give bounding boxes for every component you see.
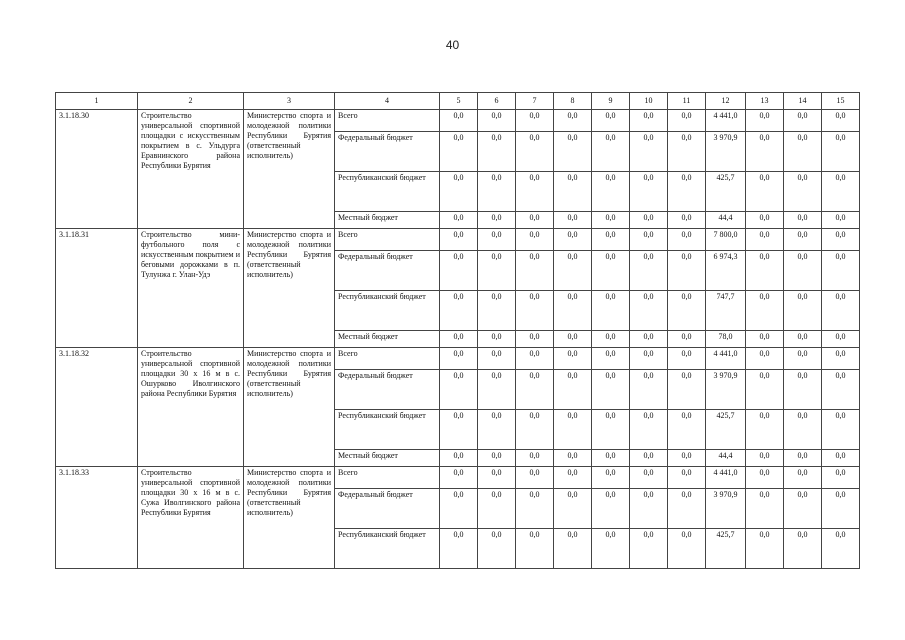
amount-cell: 0,0 [554, 529, 592, 569]
amount-cell: 0,0 [746, 229, 784, 251]
amount-cell: 0,0 [440, 467, 478, 489]
amount-cell: 0,0 [822, 132, 860, 172]
amount-cell: 0,0 [784, 450, 822, 467]
amount-cell: 0,0 [554, 410, 592, 450]
column-header: 8 [554, 93, 592, 110]
column-header: 7 [516, 93, 554, 110]
amount-cell: 44,4 [706, 212, 746, 229]
amount-cell: 0,0 [630, 370, 668, 410]
amount-cell: 0,0 [668, 251, 706, 291]
amount-cell: 0,0 [592, 331, 630, 348]
amount-cell: 0,0 [592, 251, 630, 291]
amount-cell: 3 970,9 [706, 370, 746, 410]
amount-cell: 0,0 [746, 110, 784, 132]
page-number: 40 [445, 38, 460, 52]
amount-cell: 0,0 [516, 172, 554, 212]
executor: Министерство спорта и молодежной политики Республики Бурятия (ответственный исполнитель) [244, 348, 335, 467]
amount-cell: 0,0 [516, 212, 554, 229]
amount-cell: 0,0 [516, 132, 554, 172]
amount-cell: 0,0 [630, 291, 668, 331]
column-header: 14 [784, 93, 822, 110]
executor: Министерство спорта и молодежной политики Республики Бурятия (ответственный исполнитель) [244, 229, 335, 348]
amount-cell: 3 970,9 [706, 489, 746, 529]
amount-cell: 0,0 [554, 370, 592, 410]
funding-source: Республиканский бюджет [335, 529, 440, 569]
amount-cell: 0,0 [630, 229, 668, 251]
amount-cell: 0,0 [784, 251, 822, 291]
amount-cell: 0,0 [478, 110, 516, 132]
amount-cell: 0,0 [554, 489, 592, 529]
budget-table [55, 92, 860, 569]
amount-cell: 0,0 [822, 489, 860, 529]
table-row [56, 467, 860, 489]
amount-cell: 0,0 [478, 370, 516, 410]
amount-cell: 0,0 [592, 348, 630, 370]
amount-cell: 0,0 [478, 348, 516, 370]
amount-cell: 0,0 [746, 331, 784, 348]
amount-cell: 0,0 [516, 467, 554, 489]
funding-source: Местный бюджет [335, 212, 440, 229]
amount-cell: 0,0 [784, 410, 822, 450]
amount-cell: 0,0 [516, 450, 554, 467]
amount-cell: 0,0 [554, 331, 592, 348]
amount-cell: 0,0 [478, 251, 516, 291]
amount-cell: 0,0 [784, 291, 822, 331]
amount-cell: 0,0 [746, 467, 784, 489]
funding-source: Федеральный бюджет [335, 251, 440, 291]
amount-cell: 0,0 [668, 229, 706, 251]
funding-source: Федеральный бюджет [335, 370, 440, 410]
funding-source: Республиканский бюджет [335, 410, 440, 450]
amount-cell: 0,0 [592, 529, 630, 569]
amount-cell: 0,0 [822, 467, 860, 489]
amount-cell: 0,0 [668, 331, 706, 348]
amount-cell: 0,0 [592, 291, 630, 331]
column-header: 2 [138, 93, 244, 110]
amount-cell: 0,0 [822, 370, 860, 410]
amount-cell: 0,0 [784, 132, 822, 172]
amount-cell: 0,0 [746, 291, 784, 331]
measure-code: 3.1.18.33 [56, 467, 138, 569]
amount-cell: 0,0 [440, 489, 478, 529]
funding-source: Всего [335, 110, 440, 132]
amount-cell: 0,0 [668, 212, 706, 229]
table-row [56, 348, 860, 370]
amount-cell: 0,0 [440, 370, 478, 410]
amount-cell: 4 441,0 [706, 467, 746, 489]
amount-cell: 425,7 [706, 529, 746, 569]
amount-cell: 0,0 [630, 529, 668, 569]
amount-cell: 0,0 [784, 212, 822, 229]
amount-cell: 0,0 [746, 370, 784, 410]
measure-name: Строительство мини-футбольного поля с искусственным покрытием и беговыми дорожками в п. Тулунжа г. Улан-Удэ [138, 229, 244, 348]
amount-cell: 0,0 [516, 529, 554, 569]
amount-cell: 0,0 [592, 110, 630, 132]
amount-cell: 0,0 [592, 489, 630, 529]
amount-cell: 78,0 [706, 331, 746, 348]
amount-cell: 0,0 [784, 489, 822, 529]
amount-cell: 0,0 [440, 450, 478, 467]
funding-source: Федеральный бюджет [335, 489, 440, 529]
amount-cell: 0,0 [554, 110, 592, 132]
amount-cell: 0,0 [822, 110, 860, 132]
amount-cell: 0,0 [668, 291, 706, 331]
amount-cell: 0,0 [668, 450, 706, 467]
amount-cell: 0,0 [630, 489, 668, 529]
amount-cell: 0,0 [630, 410, 668, 450]
funding-source: Республиканский бюджет [335, 172, 440, 212]
amount-cell: 0,0 [478, 331, 516, 348]
amount-cell: 0,0 [440, 132, 478, 172]
amount-cell: 0,0 [592, 132, 630, 172]
amount-cell: 0,0 [746, 489, 784, 529]
amount-cell: 0,0 [440, 229, 478, 251]
amount-cell: 0,0 [630, 212, 668, 229]
amount-cell: 0,0 [440, 529, 478, 569]
amount-cell: 0,0 [668, 172, 706, 212]
amount-cell: 0,0 [440, 410, 478, 450]
amount-cell: 0,0 [784, 229, 822, 251]
amount-cell: 0,0 [784, 331, 822, 348]
table-row [56, 110, 860, 132]
amount-cell: 0,0 [440, 291, 478, 331]
amount-cell: 0,0 [592, 467, 630, 489]
amount-cell: 0,0 [668, 410, 706, 450]
amount-cell: 0,0 [440, 348, 478, 370]
amount-cell: 0,0 [554, 251, 592, 291]
amount-cell: 0,0 [668, 348, 706, 370]
amount-cell: 0,0 [746, 450, 784, 467]
column-header: 13 [746, 93, 784, 110]
amount-cell: 0,0 [822, 331, 860, 348]
amount-cell: 0,0 [822, 172, 860, 212]
amount-cell: 0,0 [746, 172, 784, 212]
amount-cell: 0,0 [630, 110, 668, 132]
amount-cell: 0,0 [822, 410, 860, 450]
executor: Министерство спорта и молодежной политики Республики Бурятия (ответственный исполнитель) [244, 110, 335, 229]
amount-cell: 0,0 [822, 212, 860, 229]
amount-cell: 4 441,0 [706, 110, 746, 132]
amount-cell: 0,0 [440, 331, 478, 348]
column-header: 12 [706, 93, 746, 110]
amount-cell: 0,0 [784, 370, 822, 410]
table-row [56, 229, 860, 251]
column-header: 11 [668, 93, 706, 110]
amount-cell: 0,0 [630, 172, 668, 212]
amount-cell: 0,0 [478, 467, 516, 489]
amount-cell: 0,0 [630, 450, 668, 467]
funding-source: Всего [335, 348, 440, 370]
amount-cell: 0,0 [592, 212, 630, 229]
amount-cell: 0,0 [746, 410, 784, 450]
amount-cell: 0,0 [784, 467, 822, 489]
amount-cell: 0,0 [554, 291, 592, 331]
amount-cell: 0,0 [822, 348, 860, 370]
amount-cell: 4 441,0 [706, 348, 746, 370]
measure-code: 3.1.18.32 [56, 348, 138, 467]
amount-cell: 44,4 [706, 450, 746, 467]
funding-source: Всего [335, 229, 440, 251]
amount-cell: 6 974,3 [706, 251, 746, 291]
amount-cell: 0,0 [592, 172, 630, 212]
amount-cell: 0,0 [478, 410, 516, 450]
amount-cell: 0,0 [554, 172, 592, 212]
amount-cell: 0,0 [592, 410, 630, 450]
amount-cell: 0,0 [746, 348, 784, 370]
column-header: 5 [440, 93, 478, 110]
header-row [56, 93, 860, 110]
amount-cell: 0,0 [478, 489, 516, 529]
amount-cell: 0,0 [516, 110, 554, 132]
amount-cell: 0,0 [554, 450, 592, 467]
column-header: 10 [630, 93, 668, 110]
amount-cell: 0,0 [478, 291, 516, 331]
amount-cell: 0,0 [746, 212, 784, 229]
funding-source: Всего [335, 467, 440, 489]
amount-cell: 0,0 [440, 251, 478, 291]
amount-cell: 0,0 [630, 467, 668, 489]
amount-cell: 0,0 [822, 229, 860, 251]
amount-cell: 0,0 [746, 251, 784, 291]
amount-cell: 0,0 [668, 489, 706, 529]
column-header: 1 [56, 93, 138, 110]
amount-cell: 0,0 [822, 251, 860, 291]
amount-cell: 0,0 [630, 348, 668, 370]
amount-cell: 0,0 [784, 348, 822, 370]
funding-source: Местный бюджет [335, 450, 440, 467]
amount-cell: 0,0 [668, 110, 706, 132]
amount-cell: 0,0 [478, 229, 516, 251]
amount-cell: 0,0 [592, 450, 630, 467]
amount-cell: 0,0 [440, 110, 478, 132]
amount-cell: 0,0 [478, 529, 516, 569]
amount-cell: 0,0 [554, 212, 592, 229]
amount-cell: 0,0 [822, 529, 860, 569]
amount-cell: 0,0 [478, 172, 516, 212]
amount-cell: 0,0 [516, 291, 554, 331]
amount-cell: 7 800,0 [706, 229, 746, 251]
column-header: 4 [335, 93, 440, 110]
amount-cell: 0,0 [516, 489, 554, 529]
amount-cell: 0,0 [746, 132, 784, 172]
amount-cell: 0,0 [440, 212, 478, 229]
measure-name: Строительство универсальной спортивной площадки 30 х 16 м в с. Сужа Иволгинского района Республики Бурятия [138, 467, 244, 569]
column-header: 6 [478, 93, 516, 110]
amount-cell: 0,0 [668, 132, 706, 172]
executor: Министерство спорта и молодежной политики Республики Бурятия (ответственный исполнитель) [244, 467, 335, 569]
amount-cell: 0,0 [668, 529, 706, 569]
funding-source: Федеральный бюджет [335, 132, 440, 172]
amount-cell: 0,0 [630, 132, 668, 172]
amount-cell: 0,0 [478, 212, 516, 229]
amount-cell: 0,0 [784, 172, 822, 212]
amount-cell: 0,0 [554, 348, 592, 370]
amount-cell: 3 970,9 [706, 132, 746, 172]
amount-cell: 0,0 [784, 110, 822, 132]
amount-cell: 0,0 [554, 229, 592, 251]
amount-cell: 0,0 [668, 467, 706, 489]
amount-cell: 0,0 [440, 172, 478, 212]
amount-cell: 0,0 [746, 529, 784, 569]
amount-cell: 0,0 [478, 132, 516, 172]
funding-source: Местный бюджет [335, 331, 440, 348]
amount-cell: 0,0 [822, 291, 860, 331]
amount-cell: 0,0 [630, 331, 668, 348]
amount-cell: 425,7 [706, 172, 746, 212]
amount-cell: 0,0 [592, 229, 630, 251]
amount-cell: 747,7 [706, 291, 746, 331]
amount-cell: 0,0 [516, 251, 554, 291]
measure-code: 3.1.18.30 [56, 110, 138, 229]
measure-name: Строительство универсальной спортивной площадки с искусственным покрытием в с. Ульдурга Еравнинского района Республики Бурятия [138, 110, 244, 229]
amount-cell: 0,0 [630, 251, 668, 291]
amount-cell: 0,0 [668, 370, 706, 410]
amount-cell: 0,0 [554, 467, 592, 489]
amount-cell: 0,0 [516, 370, 554, 410]
amount-cell: 0,0 [784, 529, 822, 569]
column-header: 9 [592, 93, 630, 110]
amount-cell: 0,0 [554, 132, 592, 172]
amount-cell: 0,0 [516, 331, 554, 348]
amount-cell: 0,0 [516, 410, 554, 450]
amount-cell: 0,0 [516, 229, 554, 251]
amount-cell: 0,0 [592, 370, 630, 410]
amount-cell: 425,7 [706, 410, 746, 450]
amount-cell: 0,0 [478, 450, 516, 467]
funding-source: Республиканский бюджет [335, 291, 440, 331]
measure-code: 3.1.18.31 [56, 229, 138, 348]
column-header: 15 [822, 93, 860, 110]
amount-cell: 0,0 [516, 348, 554, 370]
amount-cell: 0,0 [822, 450, 860, 467]
measure-name: Строительство универсальной спортивной площадки 30 х 16 м в с. Ошурково Иволгинского района Республики Бурятия [138, 348, 244, 467]
column-header: 3 [244, 93, 335, 110]
